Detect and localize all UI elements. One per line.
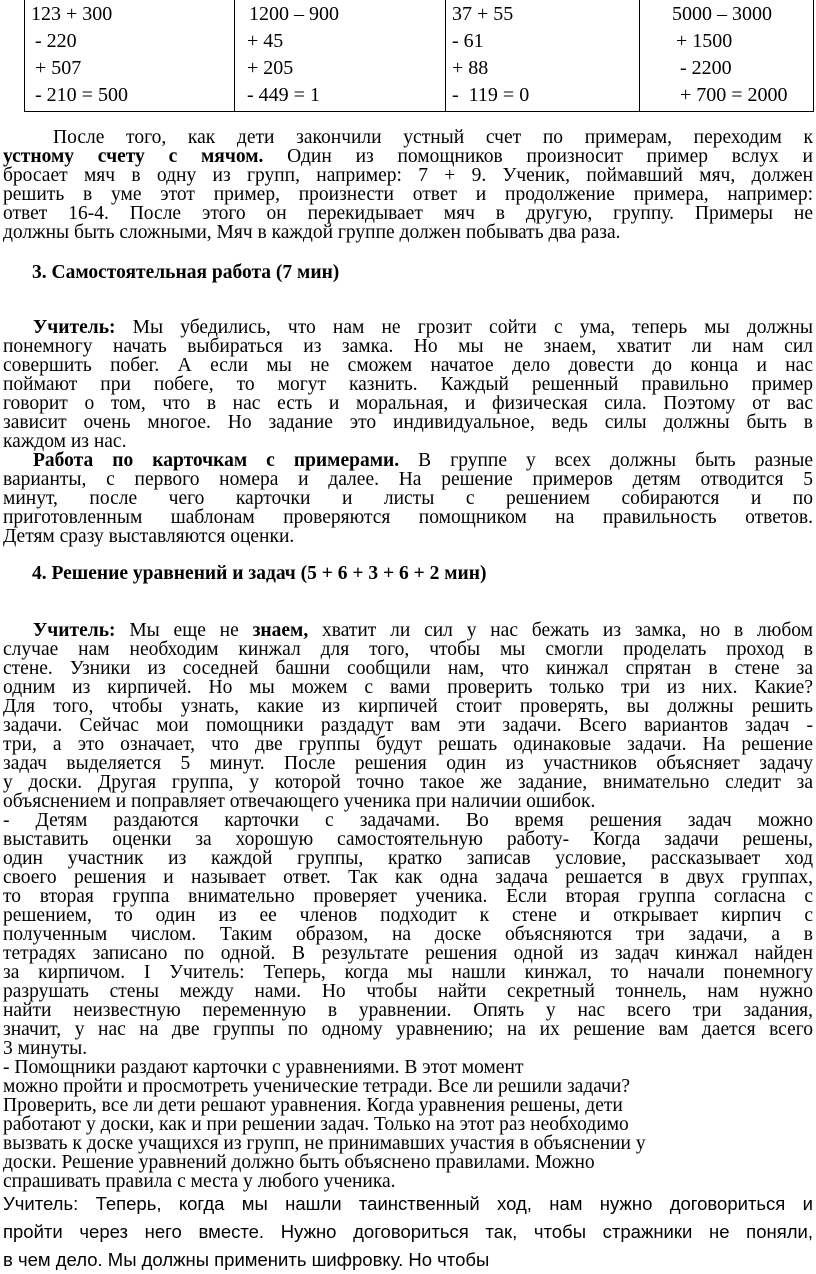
text-line: каждом из нас. xyxy=(3,431,127,452)
text-line: один участник из каждой группы, кратко записав условие, рассказывает ход xyxy=(3,848,813,869)
text-line: найти неизвестную переменную в уравнении. Опять у нас всего три задания, xyxy=(3,1000,813,1021)
table-cell: + 205 xyxy=(247,57,294,79)
text-line: у доски. Другая группа, у которой точно такое же задание, внимательно следит за xyxy=(3,772,813,793)
table-cell: 1200 – 900 xyxy=(249,3,339,25)
table-cell: - 119 = 0 xyxy=(452,84,530,106)
text-line: своего решения и называет ответ. Так как одна задача решается в двух группах, xyxy=(3,867,813,888)
text-line: варианты, с первого номера и далее. На решение примеров детям отводится 5 xyxy=(3,469,813,490)
text-line: выставить оценки за хорошую самостоятельную работу- Когда задачи решены, xyxy=(3,829,813,850)
table-cell: + 507 xyxy=(35,57,82,79)
paragraph-cipher xyxy=(3,1190,813,1274)
text-line: После того, как дети закончили устный счет по примерам, переходим к xyxy=(53,127,813,148)
text-line: объяснением и поправляет отвечающего ученика при наличии ошибок. xyxy=(3,791,596,812)
bold-phrase: устному счету с мячом. xyxy=(3,146,264,167)
table-cell: + 88 xyxy=(452,57,489,79)
text-run: Один из помощников произносит пример вслух и xyxy=(263,146,813,167)
table-column-4 xyxy=(639,0,815,111)
text-line: одним из кирпичей. Но мы можем с вами проверить только три из них. Какие? xyxy=(3,677,813,698)
text-line: три, а это означает, что две группы будут решать одинаковые задачи. На решение xyxy=(3,734,813,755)
bold-phrase: Работа по карточкам с примерами. xyxy=(33,450,400,471)
text-line: решить в уме этот пример, произнести ответ и продолжение примера, например: xyxy=(3,184,813,205)
teacher-label: Учитель: xyxy=(33,317,116,338)
text-line: случае нам необходим кинжал для того, чтобы мы смогли проделать проход в xyxy=(3,639,813,660)
text-line xyxy=(3,147,813,166)
text-line: - Детям раздаются карточки с задачами. Во время решения задач можно xyxy=(3,810,813,831)
text-line: Детям сразу выставляются оценки. xyxy=(3,526,295,547)
table-column-1 xyxy=(25,0,234,111)
text-line: - Помощники раздают карточки с уравнениями. В этот момент xyxy=(3,1057,524,1078)
text-line xyxy=(3,451,813,470)
text-line: доски. Решение уравнений должно быть объяснено правилами. Можно xyxy=(3,1152,595,1173)
text-line: пройти через него вместе. Нужно договориться так, чтобы стражники не поняли, xyxy=(3,1221,813,1242)
text-line: за кирпичом. I Учитель: Теперь, когда мы нашли кинжал, то начали понемногу xyxy=(3,962,813,983)
paragraph-equations-tasks xyxy=(3,621,813,1191)
section-heading-4: 4. Решение уравнений и задач (5 + 6 + 3 + 6 + 2 мин) xyxy=(32,563,487,584)
text-line: разрушать стены между нами. Но чтобы найти секретный тоннель, нам нужно xyxy=(3,981,813,1002)
text-line: полученным числом. Таким образом, на доске объясняются три задачи, а в xyxy=(3,924,813,945)
table-cell: + 700 = 2000 xyxy=(680,84,788,106)
bold-word: знаем, xyxy=(252,620,309,641)
paragraph-independent-work xyxy=(3,318,813,546)
text-line: должны быть сложными, Мяч в каждой группе должен побывать два раза. xyxy=(3,222,621,243)
text-line: вызвать к доске учащихся из групп, не принимавших участия в объяснении у xyxy=(3,1133,646,1154)
text-line: то вторая группа внимательно проверяет ученика. Если вторая группа согласна с xyxy=(3,886,813,907)
text-run: В группе у всех должны быть разные xyxy=(399,450,813,471)
table-cell: - 449 = 1 xyxy=(247,84,320,106)
text-line: 3 минуты. xyxy=(3,1038,88,1059)
paragraph-ball-counting xyxy=(3,128,813,242)
text-line: значит, у нас на две группы по одному уравнению; на их решение вам дается всего xyxy=(3,1019,813,1040)
text-line: минут, после чего карточки и листы с решением собираются и по xyxy=(3,488,813,509)
text-line: задачи. Сейчас мои помощники раздадут вам эти задачи. Всего вариантов задач - xyxy=(3,715,813,736)
table-cell: - 2200 xyxy=(680,57,732,79)
text-line: Проверить, все ли дети решают уравнения. Когда уравнения решены, дети xyxy=(3,1095,623,1116)
table-column-3 xyxy=(445,0,639,111)
text-line: поймают при побеге, то могут казнить. Каждый решенный правильно пример xyxy=(3,374,813,395)
table-column-2 xyxy=(234,0,445,111)
text-line: зависит очень многое. Но задание это индивидуальное, ведь силы должны быть в xyxy=(3,412,813,433)
arithmetic-table xyxy=(24,0,814,112)
text-line: работают у доски, как и при решении задач. Только на этот раз необходимо xyxy=(3,1114,629,1135)
text-line: можно пройти и просмотреть ученические тетради. Все ли решили задачи? xyxy=(3,1076,631,1097)
table-cell: - 220 xyxy=(35,30,77,52)
text-line: тетрадях записано по одной. В результате решения одной из задач кинжал найден xyxy=(3,943,813,964)
text-run: Мы еще не xyxy=(115,620,253,641)
text-line: приготовленным шаблонам проверяются помощником на правильность ответов. xyxy=(3,507,813,528)
section-heading-3: 3. Самостоятельная работа (7 мин) xyxy=(32,262,340,283)
text-line: Учитель: Теперь, когда мы нашли таинственный ход, нам нужно договориться и xyxy=(3,1193,813,1214)
text-run: Мы убедились, что нам не грозит сойти с ума, теперь мы должны xyxy=(115,317,813,338)
text-line: задач выделяется 5 минут. После решения один из участников объясняет задачу xyxy=(3,753,813,774)
table-cell: - 61 xyxy=(452,30,484,52)
text-line: говорит о том, что в нас есть и моральная, и физическая сила. Поэтому от вас xyxy=(3,393,813,414)
table-cell: 5000 – 3000 xyxy=(672,3,772,25)
text-line: бросает мяч в одну из групп, например: 7 + 9. Ученик, поймавший мяч, должен xyxy=(3,165,813,186)
text-line: ответ 16-4. После этого он перекидывает мяч в другую, группу. Примеры не xyxy=(3,203,813,224)
text-line: спрашивать правила с места у любого ученика. xyxy=(3,1171,396,1192)
text-line: в чем дело. Мы должны применить шифровку. Но чтобы xyxy=(3,1249,490,1270)
table-cell: 123 + 300 xyxy=(31,3,113,25)
table-cell: - 210 = 500 xyxy=(35,84,128,106)
teacher-label: Учитель: xyxy=(33,620,116,641)
text-line: решением, то один из ее членов подходит к стене и открывает кирпич с xyxy=(3,905,813,926)
text-line xyxy=(3,318,813,337)
text-line: понемногу начать выбираться из замка. Но мы не знаем, хватит ли нам сил xyxy=(3,336,813,357)
table-cell: 37 + 55 xyxy=(452,3,514,25)
table-cell: + 1500 xyxy=(676,30,733,52)
text-line xyxy=(3,621,813,640)
text-run: хватит ли сил у нас бежать из замка, но в любом xyxy=(308,620,813,641)
text-line: Для того, чтобы узнать, какие из кирпичей стоит проверять, вы должны решить xyxy=(3,696,813,717)
table-cell: + 45 xyxy=(247,30,284,52)
text-line: стене. Узники из соседней башни сообщили нам, что кинжал спрятан в стене за xyxy=(3,658,813,679)
text-line: совершить побег. А если мы не сможем начатое дело довести до конца и нас xyxy=(3,355,813,376)
